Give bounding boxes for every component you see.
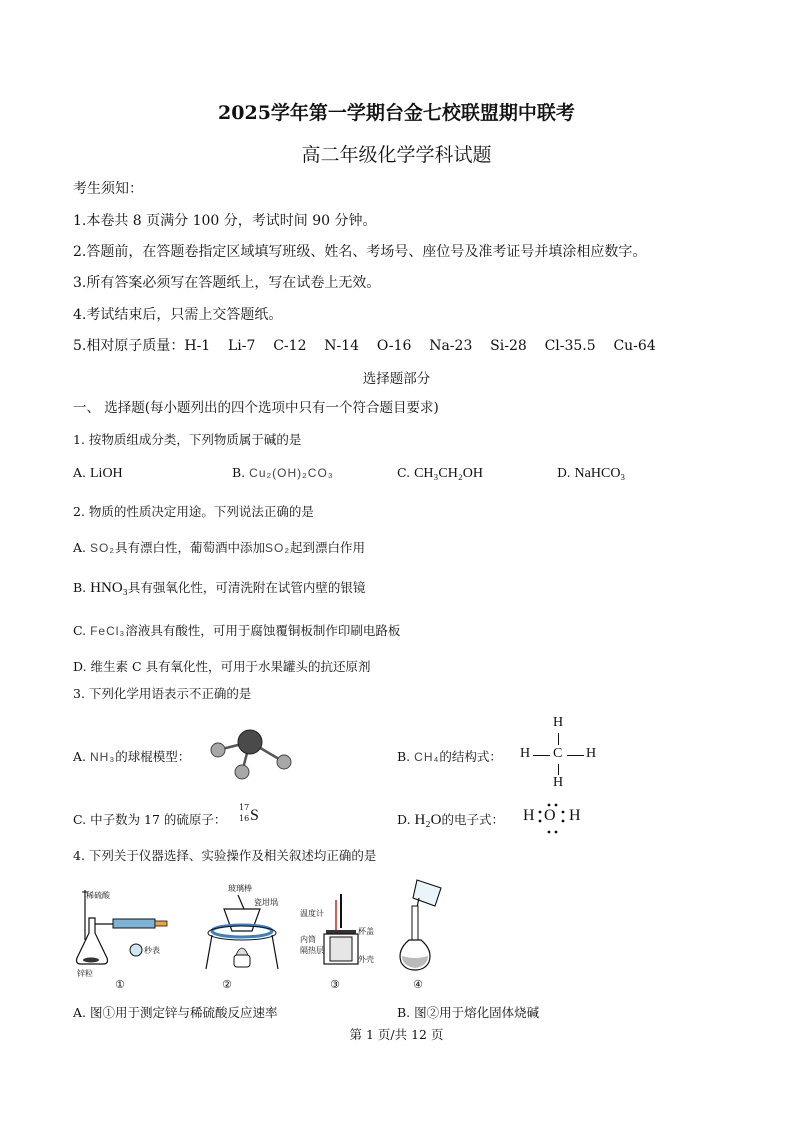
q4-a-text: 图①用于测定锌与稀硫酸反应速率 bbox=[90, 1005, 278, 1020]
fig1-zinc-label: 锌粒 bbox=[77, 969, 93, 978]
h-atom bbox=[211, 743, 225, 757]
bond-line bbox=[567, 755, 584, 756]
exam-title: 2025学年第一学期台金七校联盟期中联考 bbox=[218, 102, 575, 124]
notice-item-2: 2.答题前，在答题卷指定区域填写班级、姓名、考场号、座位号及准考证号并填涂相应数字。 bbox=[73, 244, 647, 260]
q4-b-text: 图②用于熔化固体烧碱 bbox=[414, 1005, 540, 1020]
sulfur-nuclide-symbol bbox=[239, 803, 269, 829]
ch4-c: C bbox=[553, 746, 563, 761]
fig3-insul-label: 隔热层 bbox=[300, 946, 324, 955]
h-left: H bbox=[523, 807, 535, 824]
exam-subtitle: 高二年级化学学科试题 bbox=[301, 144, 492, 166]
q3-d-label: D. bbox=[397, 812, 411, 827]
fig1-number: ① bbox=[115, 978, 125, 991]
bond-line bbox=[533, 755, 550, 756]
notice-item-3: 3.所有答案必须写在答题纸上，写在试卷上无效。 bbox=[73, 275, 381, 291]
fig3-thermo-label: 温度计 bbox=[300, 909, 324, 918]
q4-b-label: B. bbox=[397, 1005, 411, 1020]
q1-a-text: LiOH bbox=[90, 466, 123, 481]
notice-item-4: 4.考试结束后，只需上交答题纸。 bbox=[73, 307, 283, 323]
notice-heading: 考生须知： bbox=[73, 181, 143, 197]
q2-a-text-2: 起到漂白作用 bbox=[290, 540, 366, 555]
page-number: 第 1 页/共 12 页 bbox=[349, 1027, 444, 1042]
ch4-structural-formula bbox=[520, 715, 600, 791]
q2-b-formula: HNO₃ bbox=[90, 580, 128, 596]
ch4-h-left: H bbox=[520, 746, 531, 761]
q2-option-d bbox=[73, 657, 371, 675]
q1-b-text: Cu₂(OH)₂CO₃ bbox=[249, 466, 334, 480]
ch4-h-right: H bbox=[586, 746, 597, 761]
section-heading: 一、 选择题(每小题列出的四个选项中只有一个符合题目要求) bbox=[73, 400, 439, 416]
q3-d-text: 的电子式： bbox=[441, 812, 504, 827]
q2-c-text: 溶液具有酸性，可用于腐蚀覆铜板制作印刷电路板 bbox=[125, 623, 401, 638]
fig3-inner-label: 内筒 bbox=[300, 935, 316, 944]
q3-a-label: A. bbox=[73, 749, 87, 764]
figure-4-volumetric-flask-pouring bbox=[395, 876, 455, 976]
q3-option-d bbox=[397, 810, 504, 829]
figure-1-zinc-acid-apparatus bbox=[73, 878, 183, 986]
fig4-number: ④ bbox=[413, 978, 423, 991]
ch4-h-bottom: H bbox=[553, 775, 564, 790]
ch4-h-top: H bbox=[553, 715, 564, 730]
fig3-lid-label: 杯盖 bbox=[358, 927, 374, 936]
o-center: O bbox=[544, 807, 556, 824]
q2-c-label: C. bbox=[73, 623, 87, 638]
fig2-number: ② bbox=[222, 978, 232, 991]
electron-dots bbox=[523, 801, 593, 837]
q1-a-label: A. bbox=[73, 465, 87, 480]
h-right: H bbox=[569, 807, 581, 824]
q3-d-formula: H₂O bbox=[414, 812, 442, 828]
q2-option-b bbox=[73, 578, 365, 597]
q3-option-c bbox=[73, 810, 226, 828]
q2-stem: 2. 物质的性质决定用途。下列说法正确的是 bbox=[73, 504, 314, 519]
h-atom bbox=[277, 755, 291, 769]
q1-option-d bbox=[557, 465, 625, 482]
q4-a-label: A. bbox=[73, 1005, 87, 1020]
q2-a-text-1: 具有漂白性，葡萄酒中添加 bbox=[115, 540, 266, 555]
q1-d-text: NaHCO₃ bbox=[574, 466, 626, 481]
q1-d-label: D. bbox=[557, 465, 571, 480]
q2-a-formula-2: SO₂ bbox=[265, 541, 291, 555]
q2-option-a bbox=[73, 538, 365, 556]
q2-a-formula-1: SO₂ bbox=[90, 541, 115, 555]
fig1-watch-label: 秒表 bbox=[144, 946, 160, 955]
q2-b-text: 具有强氧化性，可清洗附在试管内壁的银镜 bbox=[127, 580, 366, 595]
h2o-electron-formula bbox=[523, 801, 593, 837]
q2-c-formula: FeCl₃ bbox=[90, 624, 126, 638]
q3-a-text: 的球棍模型： bbox=[115, 749, 191, 764]
q2-d-text: 维生素 C 具有氧化性，可用于水果罐头的抗还原剂 bbox=[90, 659, 371, 674]
fig2-rod-label: 玻璃棒 bbox=[228, 884, 252, 893]
q1-stem: 1. 按物质组成分类，下列物质属于碱的是 bbox=[73, 432, 302, 447]
q3-stem: 3. 下列化学用语表示不正确的是 bbox=[73, 686, 252, 701]
q2-d-label: D. bbox=[73, 659, 87, 674]
q1-c-text: CH₃CH₂OH bbox=[414, 466, 483, 481]
q4-option-a bbox=[73, 1003, 278, 1021]
q1-option-b bbox=[232, 465, 334, 480]
fig3-number: ③ bbox=[330, 978, 340, 991]
nh3-ball-stick-model bbox=[200, 722, 300, 784]
bond-line bbox=[558, 733, 559, 745]
atomic-number: 16 bbox=[239, 814, 250, 823]
mass-number: 17 bbox=[239, 803, 250, 812]
q3-option-a bbox=[73, 747, 190, 765]
notice-item-1: 1.本卷共 8 页满分 100 分，考试时间 90 分钟。 bbox=[73, 213, 377, 229]
q4-stem: 4. 下列关于仪器选择、实验操作及相关叙述均正确的是 bbox=[73, 848, 377, 863]
notice-item-5: 5.相对原子质量：H-1 Li-7 C-12 N-14 O-16 Na-23 Si-28 Cl-35.5 Cu-64 bbox=[73, 338, 656, 354]
q3-b-formula: CH₄ bbox=[414, 750, 440, 764]
part-title: 选择题部分 bbox=[362, 371, 431, 387]
q1-option-c bbox=[397, 465, 483, 482]
q1-c-label: C. bbox=[397, 465, 411, 480]
q3-c-label: C. bbox=[73, 812, 87, 827]
fig2-crucible-label: 瓷坩埚 bbox=[254, 898, 278, 907]
bond-line bbox=[558, 764, 559, 775]
q4-option-b bbox=[397, 1003, 539, 1021]
figure-2-crucible-heating bbox=[200, 883, 290, 975]
q1-option-a bbox=[73, 465, 123, 482]
n-atom bbox=[238, 730, 262, 754]
q3-b-label: B. bbox=[397, 749, 411, 764]
q3-b-text: 的结构式： bbox=[439, 749, 502, 764]
element-symbol: S bbox=[250, 807, 259, 824]
q2-a-label: A. bbox=[73, 540, 87, 555]
q2-option-c bbox=[73, 621, 400, 639]
q2-b-label: B. bbox=[73, 580, 87, 595]
figure-3-calorimeter bbox=[300, 890, 385, 975]
q3-c-text: 中子数为 17 的硫原子： bbox=[90, 812, 227, 827]
h-atom bbox=[235, 765, 249, 779]
fig1-acid-label: 稀硫酸 bbox=[86, 891, 110, 900]
q1-b-label: B. bbox=[232, 465, 246, 480]
q3-option-b bbox=[397, 747, 502, 765]
fig3-shell-label: 外壳 bbox=[358, 955, 374, 964]
q3-a-formula: NH₃ bbox=[90, 750, 116, 764]
